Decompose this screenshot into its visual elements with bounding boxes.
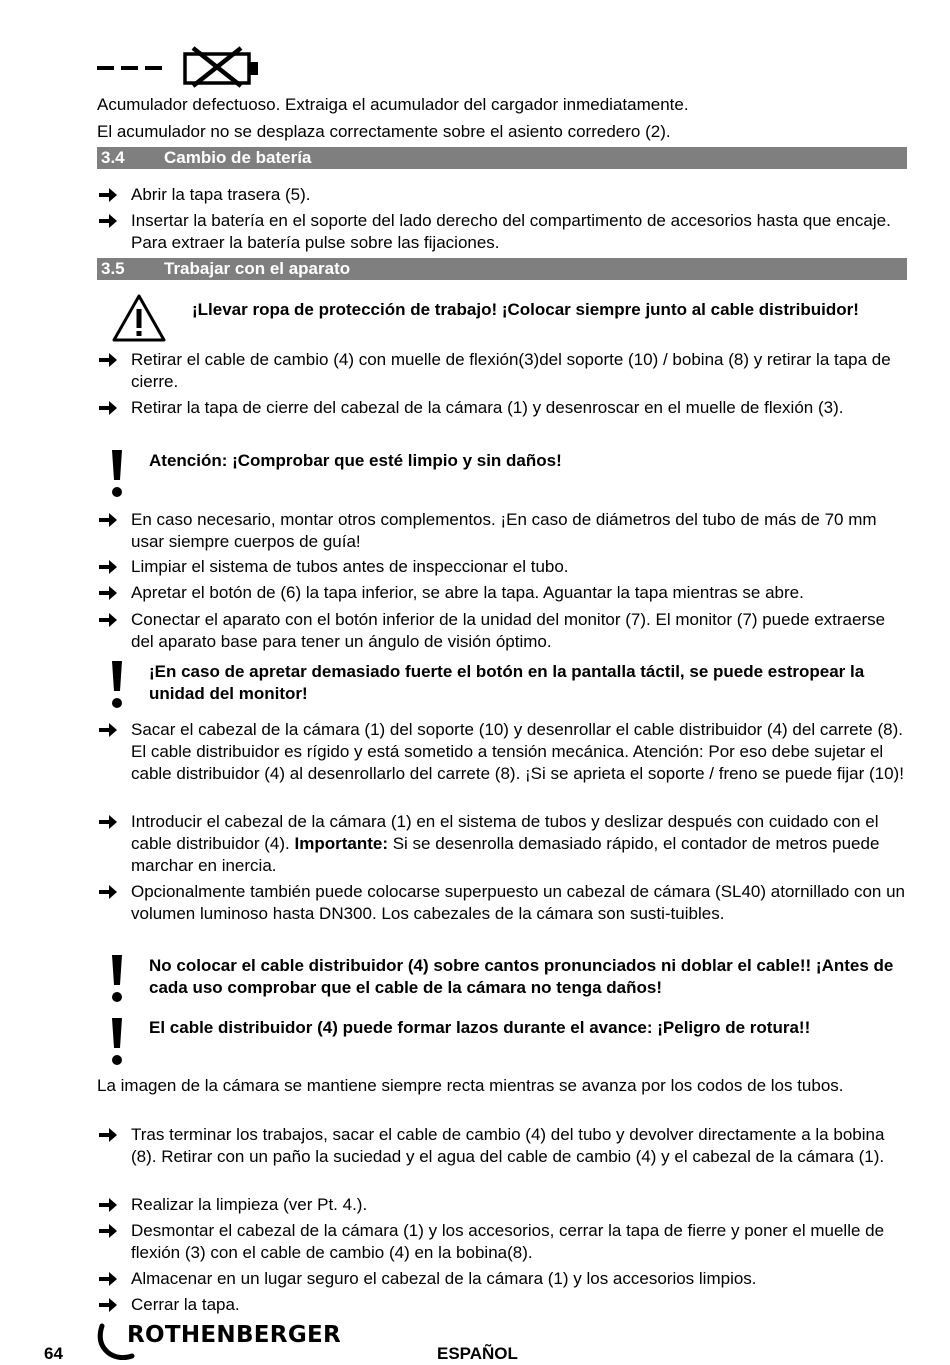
attention-text: Atención: ¡Comprobar que esté limpio y sin daños! <box>149 451 562 470</box>
right-arrow-icon <box>97 1194 119 1216</box>
exclamation-icon <box>108 955 126 1003</box>
right-arrow-icon <box>97 811 119 833</box>
list-item-text: Abrir la tapa trasera (5). <box>131 185 311 204</box>
right-arrow-icon <box>97 719 119 741</box>
brand-name: ROTHENBERGER <box>127 1322 342 1348</box>
note-paragraph: La imagen de la cámara se mantiene siempre recta mientras se avanza por los codos de los tubos. <box>97 1076 844 1095</box>
attention-text: El cable distribuidor (4) puede formar lazos durante el avance: ¡Peligro de rotura!! <box>149 1018 811 1037</box>
section-header-3-4 <box>97 147 907 169</box>
list-item-text: Opcionalmente también puede colocarse superpuesto un cabezal de cámara (SL40) atornillado con un volumen luminoso hasta DN300. Los cabezales de la cámara son susti-tuibles. <box>131 882 905 923</box>
right-arrow-icon <box>97 556 119 578</box>
important-post: Si se desenrolla demasiado rápido, el contador de metros puede marchar en inercia. <box>131 834 880 875</box>
list-item-text: Tras terminar los trabajos, sacar el cable de cambio (4) del tubo y devolver directamente a la bobina (8). Retirar con un paño la suciedad y el agua del cable de cambio (4) y el cabezal de la cámara (1). <box>131 1125 885 1166</box>
exclamation-icon <box>108 450 126 498</box>
right-arrow-icon <box>97 609 119 631</box>
right-arrow-icon <box>97 1124 119 1146</box>
list-item-text: Retirar el cable de cambio (4) con muelle de flexión(3)del soporte (10) / bobina (8) y retirar la tapa de cierre. <box>131 350 891 391</box>
important-pre: Introducir el cabezal de la cámara (1) en el sistema de tubos y deslizar después con cuidado con el cable distribuidor (4). <box>131 812 879 853</box>
right-arrow-icon <box>97 210 119 232</box>
intro-line-1: Acumulador defectuoso. Extraiga el acumulador del cargador inmediatamente. <box>97 95 689 114</box>
attention-text: ¡En caso de apretar demasiado fuerte el botón en la pantalla táctil, se puede estropear la unidad del monitor! <box>149 662 865 703</box>
section-header-3-5 <box>97 258 907 280</box>
section-number: 3.5 <box>101 259 125 278</box>
list-item-text: Limpiar el sistema de tubos antes de inspeccionar el tubo. <box>131 557 569 576</box>
warning-triangle-icon <box>111 293 167 343</box>
brand-logo <box>96 1322 356 1360</box>
important-label: Importante: <box>294 834 388 853</box>
right-arrow-icon <box>97 184 119 206</box>
right-arrow-icon <box>97 582 119 604</box>
section-title: Cambio de batería <box>164 148 312 167</box>
footer-language: ESPAÑOL <box>437 1344 518 1363</box>
list-item-text: Desmontar el cabezal de la cámara (1) y los accesorios, cerrar la tapa de fierre y poner el muelle de flexión (3) con el cable de cambio (4) en la bobina(8). <box>131 1221 885 1262</box>
right-arrow-icon <box>97 397 119 419</box>
list-item-text: Almacenar en un lugar seguro el cabezal de la cámara (1) y los accesorios limpios. <box>131 1269 757 1288</box>
exclamation-icon <box>108 661 126 709</box>
right-arrow-icon <box>97 1220 119 1242</box>
section-title: Trabajar con el aparato <box>164 259 351 278</box>
right-arrow-icon <box>97 881 119 903</box>
list-item-text: Insertar la batería en el soporte del lado derecho del compartimento de accesorios hasta que encaje. Para extraer la batería pulse sobre las fijaciones. <box>131 211 891 252</box>
intro-line-2: El acumulador no se desplaza correctamente sobre el asiento corredero (2). <box>97 122 671 141</box>
list-item-text: Apretar el botón de (6) la tapa inferior, se abre la tapa. Aguantar la tapa mientras se abre. <box>131 583 804 602</box>
defective-battery-icon <box>97 46 263 88</box>
list-item-text: Retirar la tapa de cierre del cabezal de la cámara (1) y desenroscar en el muelle de flexión (3). <box>131 398 844 417</box>
page-number: 64 <box>44 1344 63 1363</box>
list-item-text: Conectar el aparato con el botón inferior de la unidad del monitor (7). El monitor (7) puede extraerse del aparato base para tener un ángulo de visión óptimo. <box>131 610 886 651</box>
right-arrow-icon <box>97 349 119 371</box>
list-item-text <box>131 811 907 877</box>
list-item-text: Cerrar la tapa. <box>131 1295 240 1314</box>
exclamation-icon <box>108 1018 126 1066</box>
right-arrow-icon <box>97 1294 119 1316</box>
right-arrow-icon <box>97 1268 119 1290</box>
attention-text: No colocar el cable distribuidor (4) sobre cantos pronunciados ni doblar el cable!! ¡Antes de cada uso comprobar que el cable de la cámara no tenga daños! <box>149 956 894 997</box>
right-arrow-icon <box>97 509 119 531</box>
warning-text: ¡Llevar ropa de protección de trabajo! ¡Colocar siempre junto al cable distribuidor! <box>192 300 859 319</box>
list-item-text: Realizar la limpieza (ver Pt. 4.). <box>131 1195 368 1214</box>
list-item-text: En caso necesario, montar otros complementos. ¡En caso de diámetros del tubo de más de 70 mm usar siempre cuerpos de guía! <box>131 510 877 551</box>
section-number: 3.4 <box>101 148 125 167</box>
list-item-text: Sacar el cabezal de la cámara (1) del soporte (10) y desenrollar el cable distribuidor (4) del carrete (8). El cable distribuidor es rígido y está sometido a tensión mecánica. Atención: Por eso debe sujetar el cable distribuidor (4) al desenrollarlo del carrete (8). ¡Si se aprieta el soporte / freno se puede fijar (10)! <box>131 720 904 783</box>
